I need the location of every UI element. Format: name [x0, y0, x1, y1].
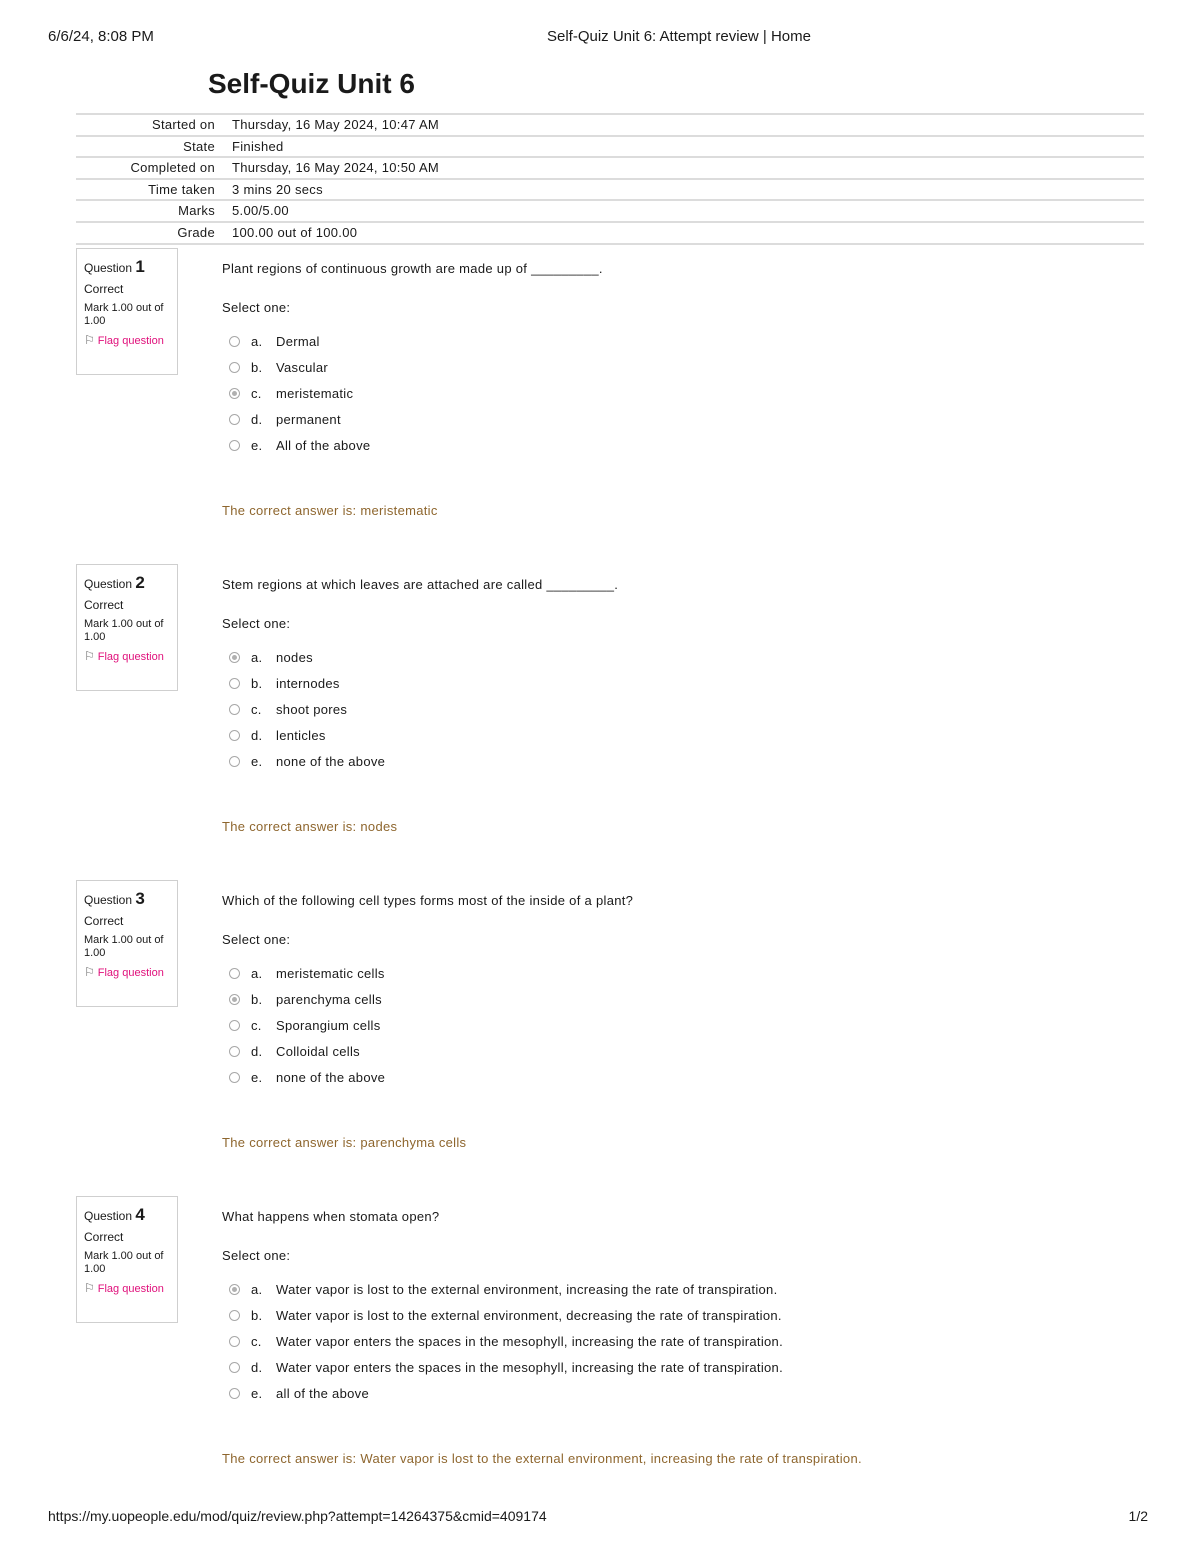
answer-option[interactable]	[229, 328, 370, 354]
attempt-summary-table	[76, 113, 1144, 245]
answer-letter: e.	[251, 1070, 263, 1086]
answer-option[interactable]	[229, 1381, 783, 1407]
answer-option[interactable]	[229, 749, 385, 775]
question-state: Correct	[84, 1230, 124, 1244]
radio-button[interactable]	[229, 414, 240, 425]
question-grade: Mark 1.00 out of 1.00	[84, 618, 164, 643]
answer-options	[229, 644, 385, 775]
radio-button[interactable]	[229, 1020, 240, 1031]
flag-question-label: Flag question	[97, 651, 164, 663]
flag-question-link[interactable]	[84, 334, 177, 348]
radio-button[interactable]	[229, 968, 240, 979]
answer-text: Water vapor is lost to the external environment, increasing the rate of transpiration.	[276, 1281, 778, 1297]
question-label: Question	[84, 893, 133, 907]
question-text: Plant regions of continuous growth are made up of _________.	[222, 261, 603, 276]
question-info-box	[76, 564, 178, 691]
radio-button[interactable]	[229, 1072, 240, 1083]
question-label: Question	[84, 577, 133, 591]
flag-question-label: Flag question	[97, 335, 164, 347]
page-title: Self-Quiz Unit 6	[208, 68, 415, 99]
answer-option[interactable]	[229, 960, 385, 986]
answer-text: internodes	[276, 675, 340, 691]
question-info-box	[76, 880, 178, 1007]
radio-button[interactable]	[229, 704, 240, 715]
answer-option[interactable]	[229, 723, 385, 749]
answer-text: lenticles	[276, 728, 326, 744]
flag-question-label: Flag question	[97, 1283, 164, 1295]
summary-row-time-taken	[76, 178, 1144, 200]
summary-row-state	[76, 135, 1144, 157]
answer-option[interactable]	[229, 1012, 385, 1038]
answer-option[interactable]	[229, 1302, 783, 1328]
question-number: 1	[135, 257, 145, 276]
answer-option[interactable]	[229, 380, 370, 406]
summary-value: Thursday, 16 May 2024, 10:50 AM	[232, 160, 440, 176]
question-text: Which of the following cell types forms most of the inside of a plant?	[222, 893, 634, 908]
question-text: What happens when stomata open?	[222, 1209, 440, 1224]
flag-icon: ⚐	[84, 1281, 95, 1295]
answer-letter: e.	[251, 1386, 263, 1402]
answer-option[interactable]	[229, 1039, 385, 1065]
summary-value: 5.00/5.00	[232, 203, 289, 219]
question-3	[76, 880, 1144, 1180]
radio-button[interactable]	[229, 652, 240, 663]
answer-letter: a.	[251, 333, 263, 349]
print-header	[0, 28, 1200, 48]
answer-text: Vascular	[276, 359, 329, 375]
question-number: 3	[135, 889, 145, 908]
flag-question-link[interactable]	[84, 966, 177, 980]
print-page-number: 1/2	[1128, 1508, 1148, 1524]
print-url: https://my.uopeople.edu/mod/quiz/review.php?attempt=14264375&cmid=409174	[48, 1508, 547, 1524]
answer-letter: a.	[251, 649, 263, 665]
question-1	[76, 248, 1144, 548]
radio-button[interactable]	[229, 730, 240, 741]
summary-value: 100.00 out of 100.00	[232, 224, 358, 240]
answer-text: permanent	[276, 412, 341, 428]
radio-button[interactable]	[229, 1284, 240, 1295]
answer-text: meristematic cells	[276, 965, 385, 981]
answer-letter: e.	[251, 754, 263, 770]
summary-label: Completed on	[130, 160, 215, 176]
summary-row-marks	[76, 199, 1144, 221]
select-one-prompt: Select one:	[222, 932, 291, 947]
summary-row-completed	[76, 156, 1144, 178]
answer-options	[229, 328, 370, 459]
answer-options	[229, 1276, 783, 1407]
answer-text: all of the above	[276, 1386, 369, 1402]
answer-letter: e.	[251, 438, 263, 454]
radio-button[interactable]	[229, 1362, 240, 1373]
flag-question-label: Flag question	[97, 967, 164, 979]
question-grade: Mark 1.00 out of 1.00	[84, 934, 164, 959]
answer-letter: a.	[251, 965, 263, 981]
radio-button[interactable]	[229, 336, 240, 347]
answer-text: shoot pores	[276, 701, 348, 717]
question-label: Question	[84, 1209, 133, 1223]
question-text: Stem regions at which leaves are attached are called _________.	[222, 577, 619, 592]
correct-answer-feedback: The correct answer is: nodes	[222, 819, 398, 834]
select-one-prompt: Select one:	[222, 300, 291, 315]
flag-icon: ⚐	[84, 649, 95, 663]
answer-option[interactable]	[229, 986, 385, 1012]
answer-text: All of the above	[276, 438, 371, 454]
summary-label: State	[183, 138, 215, 154]
answer-option[interactable]	[229, 1065, 385, 1091]
summary-label: Time taken	[148, 181, 215, 197]
radio-button[interactable]	[229, 1310, 240, 1321]
answer-options	[229, 960, 385, 1091]
answer-text: Water vapor is lost to the external environment, decreasing the rate of transpiration.	[276, 1307, 782, 1323]
radio-button[interactable]	[229, 388, 240, 399]
answer-letter: d.	[251, 412, 263, 428]
radio-button[interactable]	[229, 756, 240, 767]
answer-option[interactable]	[229, 1276, 783, 1302]
flag-icon: ⚐	[84, 965, 95, 979]
question-4	[76, 1196, 1144, 1496]
question-state: Correct	[84, 598, 124, 612]
answer-letter: b.	[251, 991, 263, 1007]
answer-text: Water vapor enters the spaces in the mesophyll, increasing the rate of transpiration.	[276, 1360, 783, 1376]
summary-value: 3 mins 20 secs	[232, 181, 323, 197]
answer-letter: d.	[251, 1360, 263, 1376]
print-title: Self-Quiz Unit 6: Attempt review | Home	[547, 28, 811, 45]
answer-text: Water vapor enters the spaces in the mesophyll, increasing the rate of transpiration.	[276, 1333, 783, 1349]
correct-answer-feedback: The correct answer is: Water vapor is lost to the external environment, increasing the rate of transpiration.	[222, 1451, 862, 1466]
question-number: 2	[135, 573, 145, 592]
flag-question-link[interactable]	[84, 1282, 177, 1296]
answer-letter: c.	[251, 385, 262, 401]
answer-option[interactable]	[229, 670, 385, 696]
correct-answer-feedback: The correct answer is: parenchyma cells	[222, 1135, 467, 1150]
radio-button[interactable]	[229, 440, 240, 451]
answer-text: Colloidal cells	[276, 1044, 360, 1060]
flag-icon: ⚐	[84, 333, 95, 347]
answer-option[interactable]	[229, 644, 385, 670]
radio-button[interactable]	[229, 1336, 240, 1347]
flag-question-link[interactable]	[84, 650, 177, 664]
answer-text: Dermal	[276, 333, 320, 349]
summary-label: Started on	[152, 117, 215, 132]
answer-option[interactable]	[229, 407, 370, 433]
print-footer	[0, 1508, 1200, 1528]
answer-letter: c.	[251, 701, 262, 717]
select-one-prompt: Select one:	[222, 1248, 291, 1263]
answer-text: meristematic	[276, 385, 354, 401]
answer-text: Sporangium cells	[276, 1017, 381, 1033]
question-info-box	[76, 248, 178, 375]
radio-button[interactable]	[229, 1388, 240, 1399]
answer-option[interactable]	[229, 433, 370, 459]
answer-text: nodes	[276, 649, 313, 665]
summary-label: Marks	[178, 203, 215, 219]
answer-option[interactable]	[229, 1355, 783, 1381]
print-date: 6/6/24, 8:08 PM	[48, 28, 154, 45]
question-label: Question	[84, 261, 133, 275]
answer-letter: c.	[251, 1017, 262, 1033]
radio-button[interactable]	[229, 362, 240, 373]
answer-letter: c.	[251, 1333, 262, 1349]
answer-option[interactable]	[229, 1328, 783, 1354]
answer-letter: d.	[251, 728, 263, 744]
summary-label: Grade	[177, 224, 215, 240]
summary-value: Finished	[232, 138, 284, 154]
answer-letter: a.	[251, 1281, 263, 1297]
correct-answer-feedback: The correct answer is: meristematic	[222, 503, 438, 518]
answer-letter: b.	[251, 359, 263, 375]
radio-button[interactable]	[229, 994, 240, 1005]
answer-option[interactable]	[229, 696, 385, 722]
question-2	[76, 564, 1144, 864]
answer-text: parenchyma cells	[276, 991, 382, 1007]
question-grade: Mark 1.00 out of 1.00	[84, 1250, 164, 1275]
question-grade: Mark 1.00 out of 1.00	[84, 302, 164, 327]
radio-button[interactable]	[229, 678, 240, 689]
summary-value: Thursday, 16 May 2024, 10:47 AM	[232, 117, 440, 132]
answer-letter: d.	[251, 1044, 263, 1060]
answer-letter: b.	[251, 675, 263, 691]
answer-option[interactable]	[229, 354, 370, 380]
question-info-box	[76, 1196, 178, 1323]
question-state: Correct	[84, 282, 124, 296]
question-state: Correct	[84, 914, 124, 928]
summary-row-started	[76, 113, 1144, 135]
question-number: 4	[135, 1205, 145, 1224]
select-one-prompt: Select one:	[222, 616, 291, 631]
answer-letter: b.	[251, 1307, 263, 1323]
answer-text: none of the above	[276, 1070, 386, 1086]
answer-text: none of the above	[276, 754, 386, 770]
radio-button[interactable]	[229, 1046, 240, 1057]
summary-row-grade	[76, 221, 1144, 245]
